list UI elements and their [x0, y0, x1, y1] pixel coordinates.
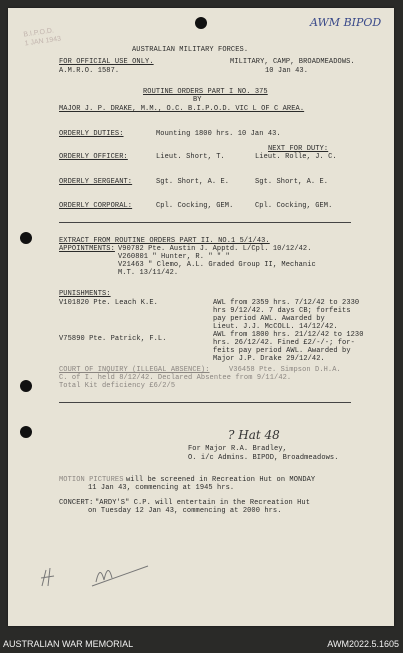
signature-for: For Major R.A. Bradley,: [188, 445, 287, 453]
next-for-duty-label: NEXT FOR DUTY:: [268, 145, 329, 153]
appointments-label: APPOINTMENTS:: [59, 245, 115, 253]
orderly-sergeant-current: Sgt. Short, A. E.: [156, 178, 230, 186]
appointment-line: M.T. 13/11/42.: [118, 269, 179, 277]
handwritten-reference: AWM BIPOD: [310, 16, 382, 29]
orderly-officer-next: Lieut. Rolle, J. C.: [255, 153, 337, 161]
inquiry-label: COURT OF INQUIRY (ILLEGAL ABSENCE):: [59, 366, 210, 374]
orderly-corporal-label: ORDERLY CORPORAL:: [59, 202, 133, 210]
order-date: 10 Jan 43.: [265, 67, 309, 75]
punishments-label: PUNISHMENTS:: [59, 290, 111, 298]
punch-hole-left-1: [20, 232, 32, 244]
orderly-sergeant-next: Sgt. Short, A. E.: [255, 178, 329, 186]
notice-line: 11 Jan 43, commencing at 1945 hrs.: [88, 484, 235, 492]
punishment-detail: AWL from 1800 hrs. 21/12/42 to 1230: [213, 331, 364, 339]
orderly-duties-label: ORDERLY DUTIES:: [59, 130, 124, 138]
notice-line: will be screened in Recreation Hut on MONDAY: [126, 476, 316, 484]
orderly-officer-label: ORDERLY OFFICER:: [59, 153, 128, 161]
orderly-corporal-current: Cpl. Cocking, GEM.: [156, 202, 234, 210]
punishment-detail: hrs 9/12/42. 7 days CB; forfeits: [213, 307, 351, 315]
footer-institution: AUSTRALIAN WAR MEMORIAL: [3, 639, 134, 649]
inquiry-detail: C. of I. held 8/12/42. Declared Absentee from 9/11/42.: [59, 374, 292, 382]
notice-label-motion-pictures: MOTION PICTURES: [59, 476, 124, 484]
notice-label-concert: CONCERT:: [59, 499, 94, 507]
orders-commander: MAJOR J. P. DRAKE, M.M., O.C. B.I.P.O.D. VIC L OF C AREA.: [59, 105, 305, 113]
notice-line: "ARDY'S" C.P. will entertain in the Recreation Hut: [95, 499, 311, 507]
document-title: AUSTRALIAN MILITARY FORCES.: [132, 46, 249, 54]
punch-hole-left-3: [20, 426, 32, 438]
punch-hole-left-2: [20, 380, 32, 392]
inquiry-soldier: V36458 Pte. Simpson D.H.A.: [229, 366, 341, 374]
camp-location: MILITARY, CAMP, BROADMEADOWS.: [230, 58, 355, 66]
punishment-detail: Major J.P. Drake 29/12/42.: [213, 355, 325, 363]
inquiry-kit: Total Kit deficiency £6/2/5: [59, 382, 176, 390]
punch-hole-top: [195, 17, 207, 29]
orderly-corporal-next: Cpl. Cocking, GEM.: [255, 202, 333, 210]
extract-title: EXTRACT FROM ROUTINE ORDERS PART II. NO.1 5/1/43.: [59, 237, 270, 245]
punishment-detail: AWL from 2359 hrs. 7/12/42 to 2330: [213, 299, 360, 307]
orderly-sergeant-label: ORDERLY SERGEANT:: [59, 178, 133, 186]
stamp-line-1: B.I.P.O.D.: [23, 27, 55, 39]
orderly-officer-current: Lieut. Short, T.: [156, 153, 225, 161]
pencil-scribble-mark: [38, 556, 158, 596]
official-use-label: FOR OFFICIAL USE ONLY.: [59, 58, 154, 66]
appointment-line: V260801 " Hunter, R. " " ": [118, 253, 230, 261]
handwritten-signature: ? Hat 48: [228, 428, 280, 442]
orderly-duties-value: Mounting 1800 hrs. 10 Jan 43.: [156, 130, 281, 138]
appointment-line: V90782 Pte. Austin J. Apptd. L/Cpl. 10/12/42.: [118, 245, 312, 253]
punishment-detail: hrs. 26/12/42. Fined £2/-/-; for-: [213, 339, 355, 347]
section-divider-1: [59, 222, 351, 223]
received-stamp: [23, 26, 62, 49]
punishment-detail: Lieut. J.J. McCOLL. 14/12/42.: [213, 323, 338, 331]
section-divider-2: [59, 402, 351, 403]
notice-line: on Tuesday 12 Jan 43, commencing at 2000 hrs.: [88, 507, 282, 515]
orders-by: BY: [193, 96, 202, 104]
punishment-soldier: V101820 Pte. Leach K.E.: [59, 299, 158, 307]
archive-footer: [0, 633, 403, 653]
punishment-soldier: V75890 Pte. Patrick, F.L.: [59, 335, 167, 343]
footer-accession-number: AWM2022.5.1605: [327, 639, 399, 649]
stamp-line-2: 1 JAN 1943: [24, 35, 62, 48]
punishment-detail: pay period AWL. Awarded by: [213, 315, 325, 323]
orders-title: ROUTINE ORDERS PART I NO. 375: [143, 88, 268, 96]
amro-number: A.M.R.O. 1587.: [59, 67, 120, 75]
document-page: [8, 8, 394, 626]
punishment-detail: feits pay period AWL. Awarded by: [213, 347, 351, 355]
signature-office: O. i/c Admins. BIPOD, Broadmeadows.: [188, 454, 339, 462]
appointment-line: V21463 " Clemo, A.L. Graded Group II, Mechanic: [118, 261, 316, 269]
